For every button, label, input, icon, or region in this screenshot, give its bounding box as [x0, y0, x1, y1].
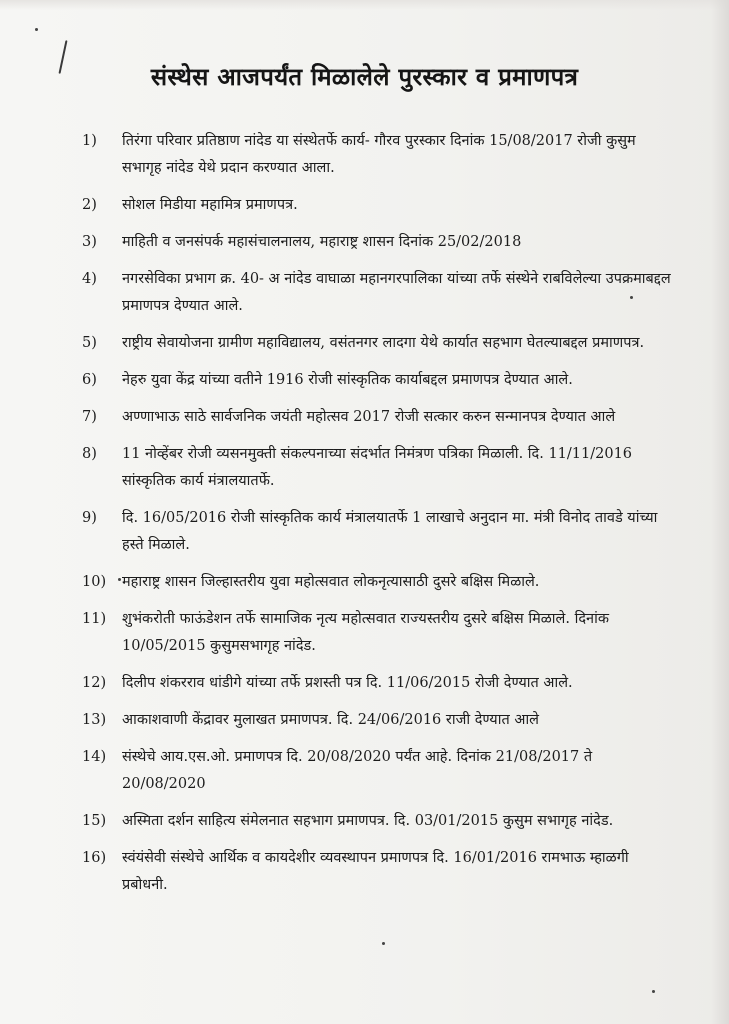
item-text: अस्मिता दर्शन साहित्य संमेलनात सहभाग प्रमाणपत्र. दि. 03/01/2015 कुसुम सभागृह नांदेड. — [122, 813, 614, 829]
item-text: स्वंयंसेवी संस्थेचे आर्थिक व कायदेशीर व्यवस्थापन प्रमाणपत्र दि. 16/01/2016 रामभाऊ म्हाळगी प्रबोधनी. — [122, 850, 629, 893]
list-item — [82, 707, 672, 734]
list-item — [82, 845, 672, 899]
item-number: 11) — [82, 611, 107, 627]
item-number: 10) — [82, 574, 107, 590]
item-text: दि. 16/05/2016 रोजी सांस्कृतिक कार्य मंत्रालयातर्फे 1 लाखाचे अनुदान मा. मंत्री विनोद तावडे यांच्या हस्ते मिळाले. — [122, 510, 658, 553]
item-text: आकाशवाणी केंद्रावर मुलाखत प्रमाणपत्र. दि. 24/06/2016 राजी देण्यात आले — [122, 712, 539, 728]
list-item — [82, 441, 672, 495]
list-item — [82, 404, 672, 431]
item-text: संस्थेचे आय.एस.ओ. प्रमाणपत्र दि. 20/08/2020 पर्यंत आहे. दिनांक 21/08/2017 ते 20/08/2020 — [122, 749, 593, 792]
item-text: माहिती व जनसंपर्क महासंचालनालय, महाराष्ट्र शासन दिनांक 25/02/2018 — [122, 234, 522, 250]
item-number: 13) — [82, 712, 107, 728]
list-item — [82, 744, 672, 798]
item-number: 1) — [82, 133, 97, 149]
scan-speck — [35, 28, 38, 31]
item-number: 6) — [82, 372, 97, 388]
item-text: तिरंगा परिवार प्रतिष्ठाण नांदेड या संस्थेतर्फे कार्य- गौरव पुरस्कार दिनांक 15/08/2017 रोजी कुसुम सभागृह नांदेड येथे प्रदान करण्यात आला. — [122, 133, 636, 176]
list-item — [82, 192, 672, 219]
item-text: 11 नोव्हेंबर रोजी व्यसनमुक्ती संकल्पनाच्या संदर्भात निमंत्रण पत्रिका मिळाली. दि. 11/11/2016 सांस्कृतिक कार्य मंत्रालयातर्फे. — [122, 446, 633, 489]
item-number: 14) — [82, 749, 107, 765]
list-item — [82, 808, 672, 835]
item-number: 8) — [82, 446, 97, 462]
item-number: 3) — [82, 234, 97, 250]
list-item — [82, 505, 672, 559]
page-title: संस्थेस आजपर्यंत मिळालेले पुरस्कार व प्रमाणपत्र — [150, 62, 579, 91]
list-item — [82, 330, 672, 357]
item-number: 9) — [82, 510, 97, 526]
list-item — [82, 128, 672, 182]
item-number: 12) — [82, 675, 107, 691]
list-item — [82, 229, 672, 256]
item-number: 2) — [82, 197, 97, 213]
list-item — [82, 367, 672, 394]
item-text: दिलीप शंकरराव धांडीगे यांच्या तर्फे प्रशस्ती पत्र दि. 11/06/2015 रोजी देण्यात आले. — [122, 675, 573, 691]
item-text: नेहरु युवा केंद्र यांच्या वतीने 1916 रोजी सांस्कृतिक कार्याबद्दल प्रमाणपत्र देण्यात आले. — [122, 372, 573, 388]
item-text: राष्ट्रीय सेवायोजना ग्रामीण महाविद्यालय, वसंतनगर लादगा येथे कार्यात सहभाग घेतल्याबद्दल प्रमाणपत्र. — [122, 335, 645, 351]
item-text: सोशल मिडीया महामित्र प्रमाणपत्र. — [122, 197, 298, 213]
scan-speck — [382, 942, 385, 945]
item-text: नगरसेविका प्रभाग क्र. 40- अ नांदेड वाघाळा महानगरपालिका यांच्या तर्फे संस्थेने राबविलेल्या उपक्रमाबद्दल प्रमाणपत्र देण्यात आले. — [122, 271, 671, 314]
item-number: 7) — [82, 409, 97, 425]
item-number: 5) — [82, 335, 97, 351]
item-number: 4) — [82, 271, 97, 287]
list-item — [82, 266, 672, 320]
page-edge-shadow — [711, 0, 729, 1024]
list-item — [82, 670, 672, 697]
awards-list — [82, 128, 672, 909]
item-number: 16) — [82, 850, 107, 866]
list-item — [82, 606, 672, 660]
scan-speck — [652, 990, 655, 993]
item-number: 15) — [82, 813, 107, 829]
item-text: शुभंकरोती फाऊंडेशन तर्फे सामाजिक नृत्य महोत्सवात राज्यस्तरीय दुसरे बक्षिस मिळाले. दिनांक 10/05/2015 कुसुमसभागृह नांदेड. — [122, 611, 609, 654]
item-text: महाराष्ट्र शासन जिल्हास्तरीय युवा महोत्सवात लोकनृत्यासाठी दुसरे बक्षिस मिळाले. — [122, 574, 540, 590]
list-item — [82, 569, 672, 596]
page-top-shadow — [0, 0, 729, 10]
item-text: अण्णाभाऊ साठे सार्वजनिक जयंती महोत्सव 2017 रोजी सत्कार करुन सन्मानपत्र देण्यात आले — [122, 409, 616, 425]
